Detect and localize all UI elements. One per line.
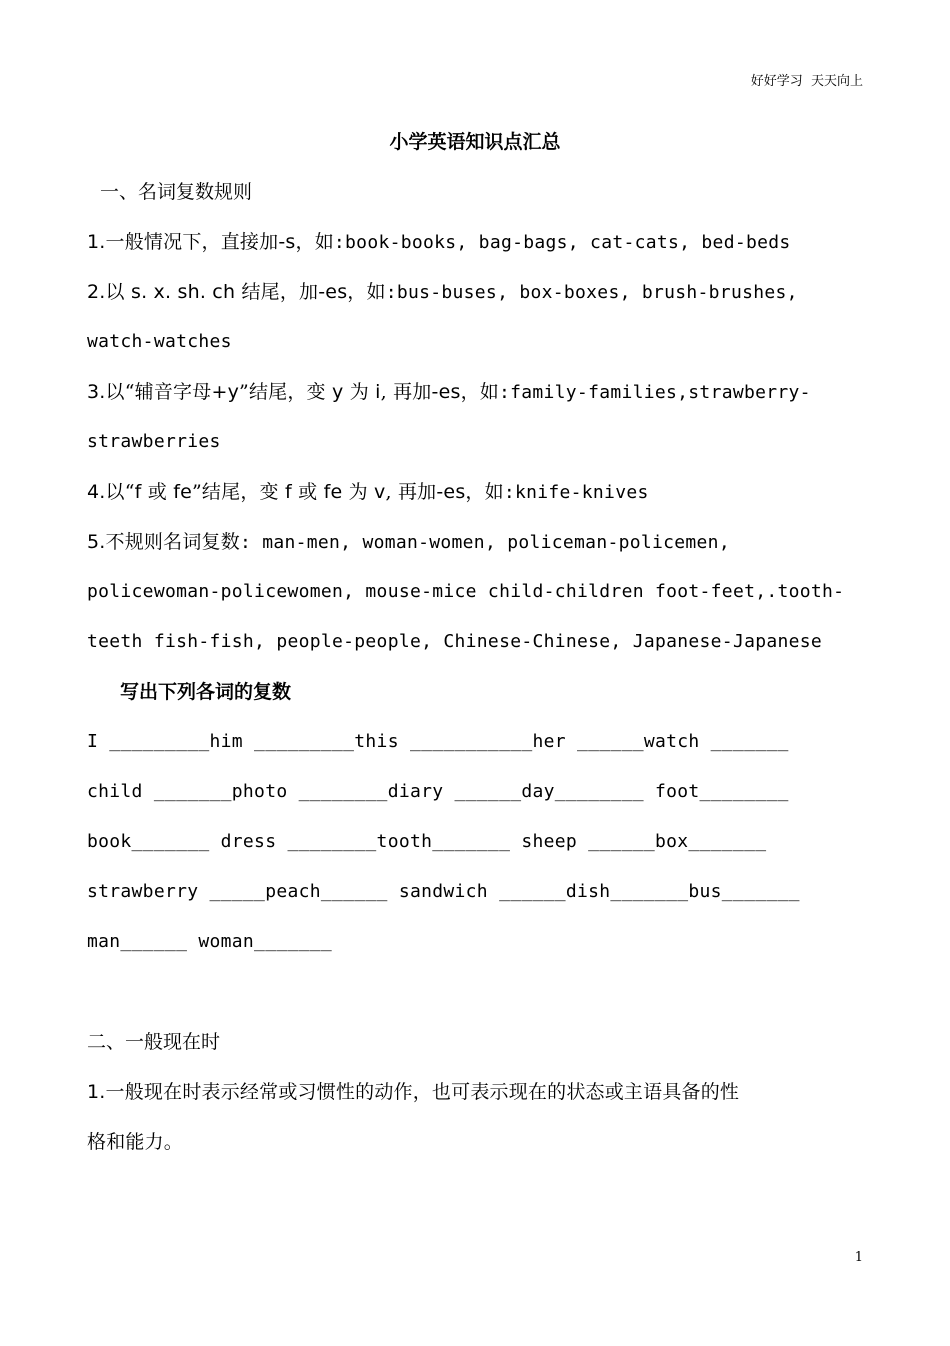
rule-5-continued-2: teeth fish-fish, people-people, Chinese-Chinese, Japanese-Japanese [87, 631, 823, 652]
rule-5-continued-1: policewoman-policewomen, mouse-mice child-children foot-feet,.tooth- [87, 581, 845, 602]
rule-2: 2.以 s. x. sh. ch 结尾，加-es，如:bus-buses, box-boxes, brush-brushes, [87, 281, 798, 303]
exercise-title: 写出下列各词的复数 [120, 681, 292, 703]
rule-4: 4.以“f 或 fe”结尾，变 f 或 fe 为 v, 再加-es，如:knife-knives [87, 481, 649, 503]
section2-heading: 二、一般现在时 [87, 1031, 221, 1053]
header-motto: 好好学习 天天向上 [750, 74, 863, 89]
exercise-line-3: book_______ dress ________tooth_______ sheep ______box_______ [87, 831, 767, 852]
exercise-line-2: child _______photo ________diary ______day________ foot________ [87, 781, 789, 802]
section2-line-1: 1.一般现在时表示经常或习惯性的动作，也可表示现在的状态或主语具备的性 [87, 1081, 740, 1103]
rule-5: 5.不规则名词复数: man-men, woman-women, policeman-policemen, [87, 531, 730, 553]
section1-heading: 一、名词复数规则 [100, 181, 253, 203]
exercise-line-1: I _________him _________this ___________her ______watch _______ [87, 731, 789, 752]
rule-3-continued: strawberries [87, 431, 221, 452]
rule-2-continued: watch-watches [87, 331, 232, 352]
document-title: 小学英语知识点汇总 [389, 131, 561, 153]
page-number: 1 [854, 1250, 863, 1265]
exercise-line-5: man______ woman_______ [87, 931, 333, 952]
section2-line-2: 格和能力。 [87, 1131, 184, 1153]
rule-1: 1.一般情况下，直接加-s，如:book-books, bag-bags, cat-cats, bed-beds [87, 231, 791, 253]
exercise-line-4: strawberry _____peach______ sandwich ______dish_______bus_______ [87, 881, 800, 902]
rule-3: 3.以“辅音字母+y”结尾，变 y 为 i, 再加-es，如:family-families,strawberry- [87, 381, 811, 403]
